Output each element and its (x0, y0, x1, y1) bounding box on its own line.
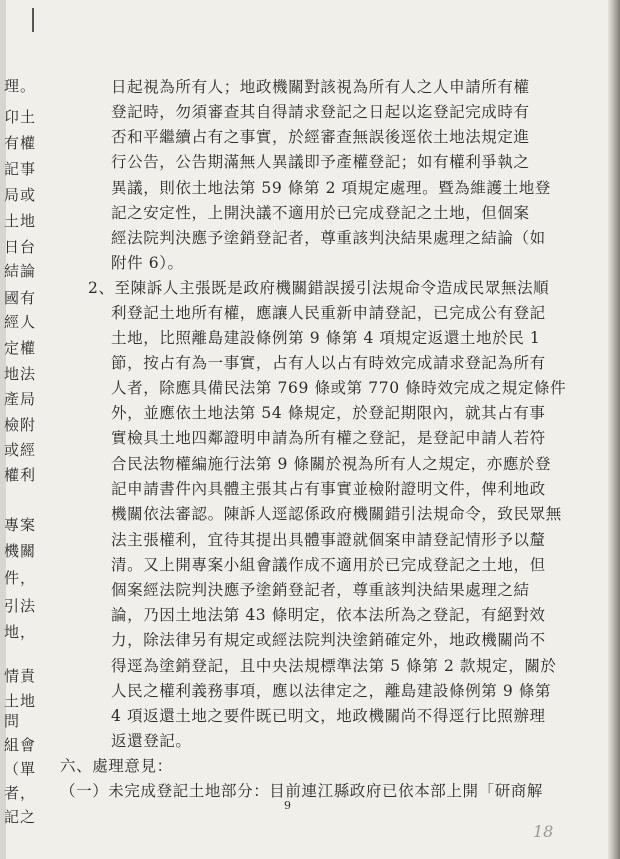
page-edge-shadow (608, 0, 620, 859)
margin-fragment: 定權 (4, 339, 37, 357)
body-line: （一）未完成登記土地部分：目前連江縣政府已依本部上開「研商解 (60, 782, 544, 800)
margin-fragment: 記事 (4, 160, 37, 178)
body-line: 節，按占有為一事實，占有人以占有時效完成請求登記為所有 (111, 354, 546, 372)
margin-fragment: （單 (4, 760, 37, 778)
margin-fragment: 結論 (4, 262, 37, 280)
page-stamp: 18 (533, 822, 554, 841)
margin-fragment: 局或 (4, 186, 37, 204)
body-line: 記之安定性，上開決議不適用於已完成登記之土地，但個案 (111, 204, 530, 222)
body-line: 清。又上開專案小組會議作成不適用於已完成登記之土地，但 (111, 556, 546, 574)
body-line: 人者，除應具備民法第 769 條或第 770 條時效完成之規定條件 (111, 379, 567, 397)
margin-fragment: 有權 (4, 134, 37, 152)
body-line: 經法院判決應予塗銷登記者，尊重該判決結果處理之結論（如 (111, 229, 546, 247)
section-heading: 六、處理意見： (60, 757, 173, 775)
body-line: 2、至陳訴人主張既是政府機關錯誤援引法規命令造成民眾無法順 (88, 279, 550, 297)
body-line: 機關依法審認。陳訴人逕認係政府機關錯引法規命令，致民眾無 (111, 505, 562, 523)
body-line: 外，並應依土地法第 54 條規定，於登記期限內，就其占有事 (111, 404, 546, 422)
margin-fragment: 國有 (4, 289, 37, 307)
margin-fragment: 卬土 (4, 108, 37, 126)
margin-fragment: 權利 (4, 466, 37, 484)
body-line: 人民之權利義務事項，應以法律定之，離島建設條例第 9 條第 (111, 682, 552, 700)
page-number: 9 (284, 799, 291, 812)
body-line: 個案經法院判決應予塗銷登記者，尊重該判決結果處理之結 (111, 581, 530, 599)
body-line: 登記時，勿須審查其自得請求登記之日起以迄登記完成時有 (111, 103, 530, 121)
margin-fragment: 件， (4, 569, 37, 587)
margin-fragment: 理。 (4, 77, 37, 95)
margin-fragment: 引法 (4, 597, 37, 615)
body-line: 論，乃因土地法第 43 條明定，依本法所為之登記，有絕對效 (111, 606, 546, 624)
body-line: 力，除法律另有規定或經法院判決塗銷確定外，地政機關尚不 (111, 631, 546, 649)
margin-fragment: 土地 (4, 692, 37, 710)
body-line: 合民法物權編施行法第 9 條關於視為所有人之規定，亦應於登 (111, 455, 552, 473)
margin-fragment: 或經 (4, 441, 37, 459)
margin-fragment: 經人 (4, 313, 37, 331)
margin-fragment: 情責 (4, 667, 37, 685)
body-line: 土地，比照離島建設條例第 9 條第 4 項規定返還土地於民 1 (111, 329, 541, 347)
body-line: 日起視為所有人；地政機關對該視為所有人之人申請所有權 (111, 78, 530, 96)
margin-fragment: 產局 (4, 390, 37, 408)
body-line: 異議，則依土地法第 59 條第 2 項規定處理。暨為維護土地登 (111, 179, 551, 197)
body-line: 利登記土地所有權，應讓人民重新申請登記，已完成公有登記 (111, 304, 546, 322)
body-line: 4 項返還土地之要件既已明文，地政機關尚不得逕行比照辦理 (111, 707, 546, 725)
margin-fragment: 地法 (4, 365, 37, 383)
margin-fragment: 者， (4, 784, 37, 802)
margin-fragment: 地， (4, 623, 37, 641)
corner-mark (32, 8, 34, 32)
margin-fragment: 土地 (4, 212, 37, 230)
margin-fragment: 專案 (4, 516, 37, 534)
body-line: 實檢具土地四鄰證明申請為所有權之登記，是登記申請人若符 (111, 429, 546, 447)
margin-fragment: 機關 (4, 542, 37, 560)
body-line: 記申請書件內具體主張其占有事實並檢附證明文件，俾利地政 (111, 480, 546, 498)
margin-fragment: 組會 (4, 736, 37, 754)
body-line: 附件 6）。 (111, 254, 184, 272)
body-line: 返還登記。 (111, 732, 192, 750)
body-line: 得逕為塗銷登記，且中央法規標準法第 5 條第 2 款規定，關於 (111, 657, 557, 675)
body-line: 否和平繼續占有之事實，於經審查無誤後逕依土地法規定進 (111, 128, 530, 146)
margin-fragment: 記之 (4, 808, 37, 826)
margin-fragment: 問 (4, 712, 21, 730)
margin-fragment: 檢附 (4, 416, 37, 434)
body-line: 法主張權利，宜待其提出具體事證就個案申請登記情形予以釐 (111, 531, 546, 549)
body-line: 行公告，公告期滿無人異議即予產權登記；如有權利爭執之 (111, 153, 530, 171)
margin-fragment: 日台 (4, 238, 37, 256)
